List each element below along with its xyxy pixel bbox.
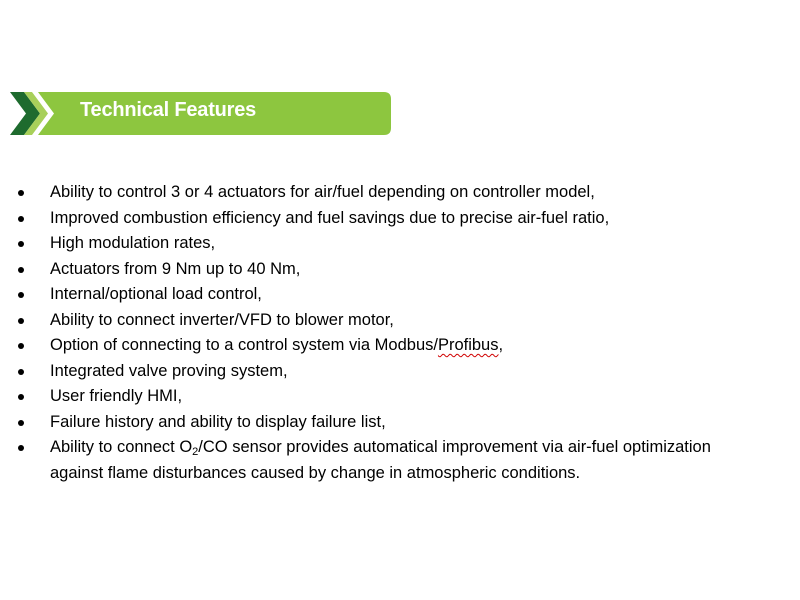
list-item [18,231,788,257]
list-item [18,410,788,436]
bullet-icon [18,216,24,222]
list-item [18,282,788,308]
spellcheck-flagged-word: Profibus [437,336,499,354]
list-item-text-after: /CO sensor provides automatical improvement via air-fuel optimization against flame disturbances caused by change in atmospheric conditions. [50,438,711,482]
list-item [18,257,788,283]
feature-list [18,180,788,486]
list-item-text: Ability to control 3 or 4 actuators for air/fuel depending on controller model, [50,183,595,201]
list-item-text: High modulation rates, [50,234,216,252]
list-item [18,333,788,359]
list-item-text: User friendly HMI, [50,387,183,405]
list-item-text: Ability to connect inverter/VFD to blower motor, [50,310,394,329]
list-item-text: Improved combustion efficiency and fuel savings due to precise air-fuel ratio, [50,208,610,227]
bullet-icon [18,318,24,324]
bullet-icon [18,241,24,247]
list-item-text [50,336,503,354]
bullet-icon [18,369,24,375]
section-title: Technical Features [80,99,257,121]
bullet-icon [18,445,24,451]
list-item [18,206,788,232]
list-item-text [50,438,711,482]
bullet-icon [18,343,24,349]
list-item-text-after: , [498,336,504,354]
list-item [18,435,765,486]
list-item-text-before: Option of connecting to a control system via Modbus/ [50,336,438,354]
list-item-text: Failure history and ability to display failure list, [50,412,386,431]
bullet-icon [18,267,24,273]
list-item-text: Actuators from 9 Nm up to 40 Nm, [50,259,301,278]
bullet-icon [18,394,24,400]
bullet-icon [18,190,24,196]
section-header-banner [10,90,392,137]
list-item-text: Internal/optional load control, [50,285,262,303]
list-item-text: Integrated valve proving system, [50,361,288,380]
list-item [18,359,788,385]
list-item [18,308,788,334]
list-item [18,180,788,206]
list-item-text-before: Ability to connect O [50,438,193,456]
bullet-icon [18,420,24,426]
list-item [18,384,788,410]
bullet-icon [18,292,24,298]
subscript-text: 2 [192,446,199,458]
